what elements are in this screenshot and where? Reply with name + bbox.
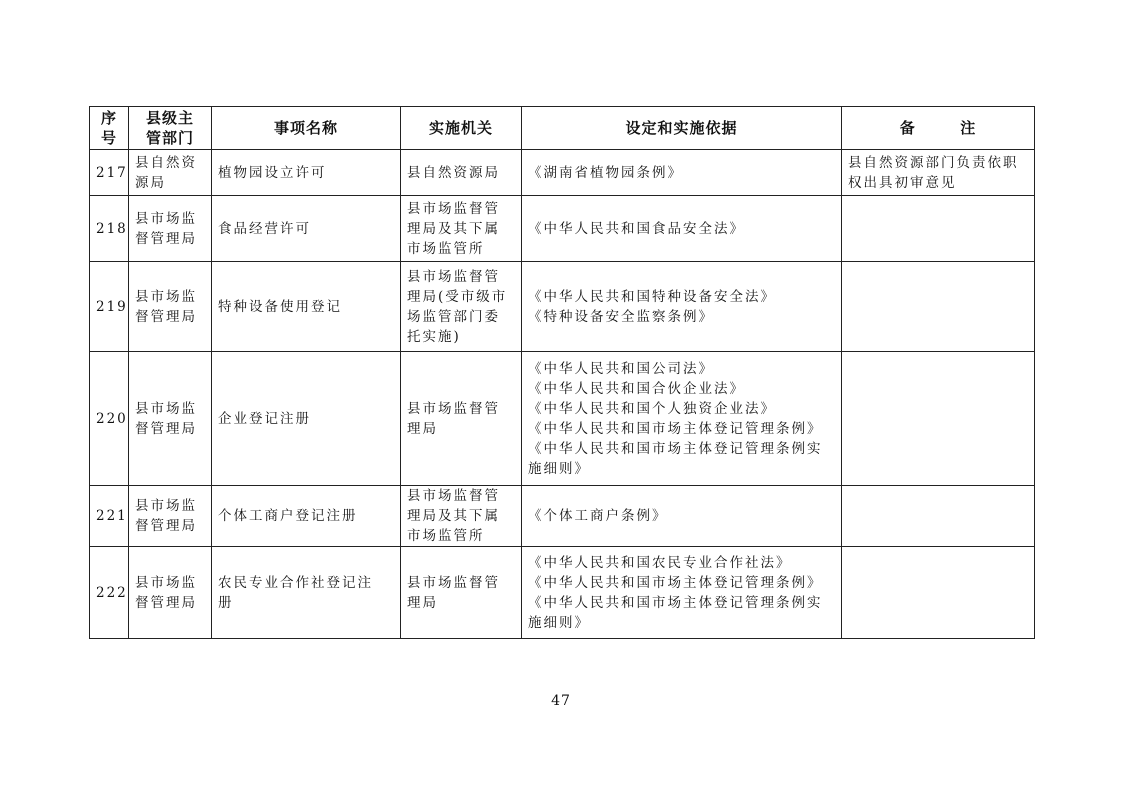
header-dept-line-2: 管部门 [145,129,194,147]
cell-basis-line: 《中华人民共和国特种设备安全法》 [528,288,776,305]
cell-dept-line: 督管理局 [135,420,197,437]
cell-basis [522,196,842,262]
cell-item [212,262,401,352]
cell-dept [129,196,212,262]
cell-item [212,150,401,196]
cell-basis-line: 《中华人民共和国农民专业合作社法》 [528,554,792,571]
cell-seq: 217 [90,150,129,196]
header-remark-char-1: 备 [899,119,916,137]
cell-agency-line: 场监管部门委 [407,308,500,325]
page-number: 47 [551,693,571,709]
header-basis: 设定和实施依据 [522,107,842,150]
cell-dept [129,486,212,547]
cell-dept [129,150,212,196]
cell-item-line: 农民专业合作社登记注 [218,574,373,591]
cell-dept-line: 县市场监 [135,498,197,514]
cell-agency-line: 理局 [407,420,438,437]
cell-agency-line: 县市场监督管 [407,400,500,417]
cell-dept-line: 源局 [135,174,166,191]
cell-agency [401,352,522,486]
cell-item-line: 食品经营许可 [218,220,311,237]
header-seq-line-1: 序 [100,109,117,127]
cell-item-line: 册 [218,594,234,611]
cell-basis-line: 施细则》 [528,460,590,477]
cell-agency-line: 县市场监督管 [407,268,500,285]
cell-basis-line: 《个体工商户条例》 [528,508,668,524]
cell-agency-line: 市场监管所 [407,528,485,544]
header-agency: 实施机关 [401,107,522,150]
cell-item [212,547,401,639]
cell-remark [842,547,1035,639]
cell-agency-line: 县自然资源局 [407,164,500,181]
cell-seq: 219 [90,262,129,352]
cell-seq: 220 [90,352,129,486]
cell-basis [522,352,842,486]
cell-remark-line: 权出具初审意见 [848,174,957,191]
cell-agency-line: 理局(受市级市 [407,288,508,305]
cell-basis-line: 《中华人民共和国食品安全法》 [528,220,745,237]
cell-agency-line: 理局 [407,594,438,611]
cell-seq: 222 [90,547,129,639]
table-row [90,150,1035,196]
cell-dept-line: 县市场监 [135,288,197,305]
cell-dept-line: 县市场监 [135,210,197,227]
cell-item-line: 特种设备使用登记 [218,298,342,315]
cell-seq: 221 [90,486,129,547]
cell-agency [401,262,522,352]
header-seq [90,107,129,150]
cell-basis-line: 《中华人民共和国市场主体登记管理条例实 [528,440,823,457]
cell-agency [401,547,522,639]
cell-agency [401,486,522,547]
cell-agency [401,196,522,262]
cell-agency-line: 托实施) [407,328,461,345]
cell-remark [842,196,1035,262]
cell-dept-line: 督管理局 [135,230,197,247]
cell-basis-line: 《中华人民共和国个人独资企业法》 [528,400,776,417]
table-row [90,547,1035,639]
cell-dept [129,547,212,639]
cell-item-line: 植物园设立许可 [218,164,327,181]
cell-basis-line: 《中华人民共和国市场主体登记管理条例》 [528,420,823,437]
cell-dept-line: 督管理局 [135,308,197,325]
table-row [90,262,1035,352]
cell-remark [842,262,1035,352]
cell-dept [129,352,212,486]
cell-basis-line: 《中华人民共和国公司法》 [528,360,714,377]
cell-agency-line: 县市场监督管 [407,488,500,504]
cell-basis-line: 施细则》 [528,614,590,631]
cell-dept-line: 督管理局 [135,518,197,534]
cell-item [212,352,401,486]
cell-basis-line: 《特种设备安全监察条例》 [528,308,714,325]
cell-basis [522,150,842,196]
cell-dept-line: 县市场监 [135,574,197,591]
header-item: 事项名称 [212,107,401,150]
cell-basis-line: 《中华人民共和国合伙企业法》 [528,380,745,397]
header-remark-char-2: 注 [960,119,977,137]
cell-remark-line: 县自然资源部门负责依职 [848,154,1019,171]
cell-basis-line: 《湖南省植物园条例》 [528,164,683,181]
cell-dept-line: 督管理局 [135,594,197,611]
header-dept [129,107,212,150]
cell-agency [401,150,522,196]
cell-remark [842,150,1035,196]
cell-item-line: 企业登记注册 [218,410,311,427]
cell-item-line: 个体工商户登记注册 [218,508,358,524]
cell-dept-line: 县市场监 [135,400,197,417]
cell-remark [842,486,1035,547]
table-body [90,150,1035,639]
cell-basis [522,262,842,352]
cell-dept-line: 县自然资 [135,154,197,171]
cell-agency-line: 理局及其下属 [407,508,500,524]
admin-items-table [89,106,1035,639]
header-remark [842,107,1035,150]
cell-basis-line: 《中华人民共和国市场主体登记管理条例实 [528,594,823,611]
cell-agency-line: 县市场监督管 [407,200,500,217]
cell-basis [522,486,842,547]
cell-dept [129,262,212,352]
header-seq-line-2: 号 [100,129,117,147]
cell-item [212,196,401,262]
header-dept-line-1: 县级主 [145,109,194,127]
cell-agency-line: 县市场监督管 [407,574,500,591]
table-row [90,196,1035,262]
cell-seq: 218 [90,196,129,262]
cell-remark [842,352,1035,486]
header-row [90,107,1035,150]
cell-agency-line: 市场监管所 [407,240,485,257]
table-row [90,352,1035,486]
cell-item [212,486,401,547]
table-row [90,486,1035,547]
cell-agency-line: 理局及其下属 [407,220,500,237]
cell-basis-line: 《中华人民共和国市场主体登记管理条例》 [528,574,823,591]
cell-basis [522,547,842,639]
